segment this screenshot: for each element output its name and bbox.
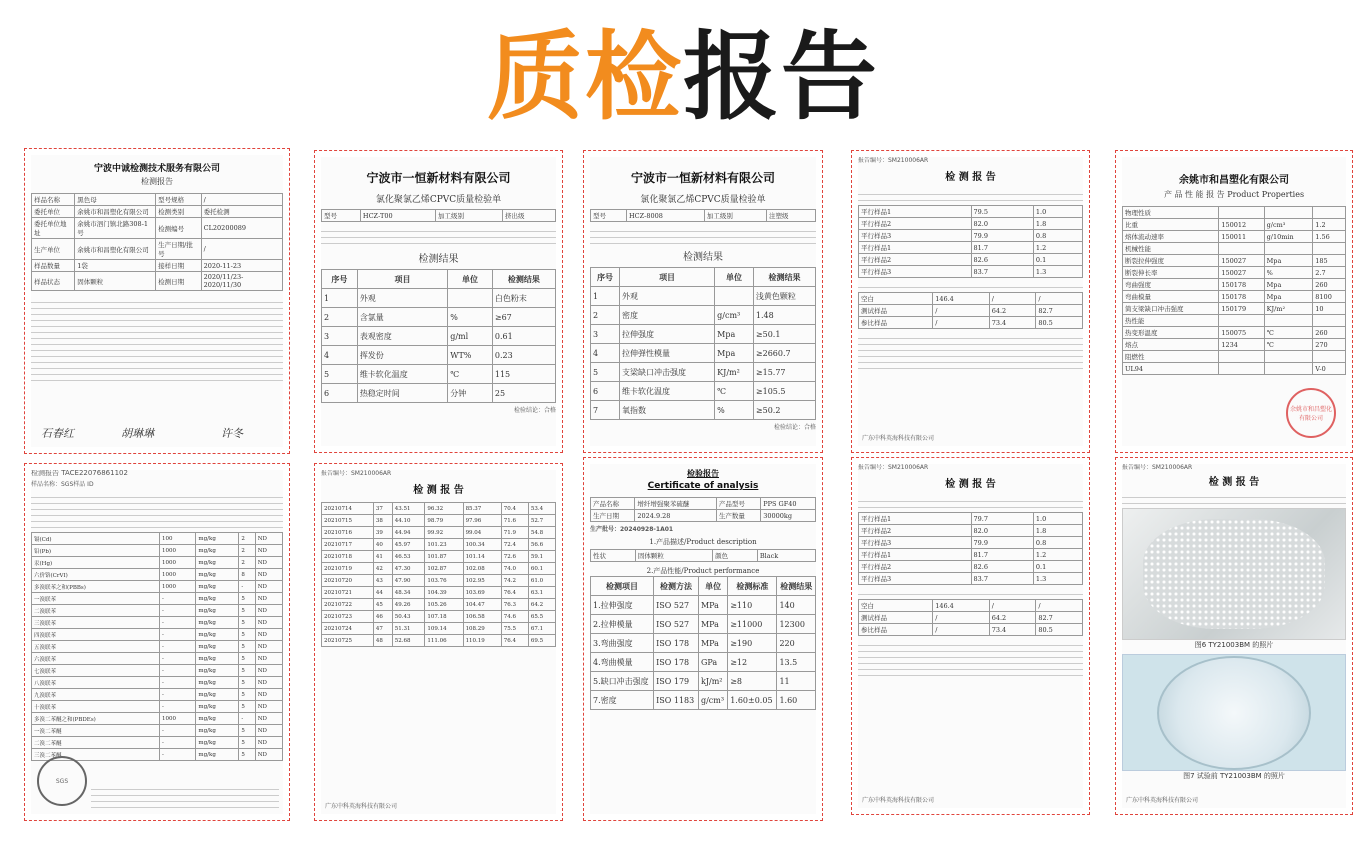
company-seal: 余姚市和昌塑化有限公司 <box>1286 388 1336 438</box>
table-row: 一溴二苯醚 - mg/kg 5 ND <box>32 725 283 737</box>
table-row: 1.拉伸强度 ISO 527 MPa ≥110 140 <box>591 596 816 615</box>
table-row: 九溴联苯 - mg/kg 5 ND <box>32 689 283 701</box>
signature-2: 胡琳琳 <box>121 427 154 440</box>
report-subtitle: 氯化聚氯乙烯CPVC质量检验单 <box>375 195 502 205</box>
description-table: 性状 固体颗粒 颜色 Black <box>590 549 816 562</box>
conclusion: 检验结论：合格 <box>513 407 556 414</box>
table-row: 八溴联苯 - mg/kg 5 ND <box>32 677 283 689</box>
table-row: 多溴联苯之和(PBBs) 1000 mg/kg - ND <box>32 581 283 593</box>
model-row: 型号 HCZ-T00 加工级别 挤出级 <box>321 209 556 222</box>
table-row: 样品数量 1袋 接样日期 2020-11-23 <box>32 260 283 272</box>
page-title <box>0 22 1366 132</box>
table-row: 测试样品 / 64.2 82.7 <box>859 305 1083 317</box>
table-row: 参比样品 / 73.4 80.5 <box>859 317 1083 329</box>
table-row: 断裂拉伸强度 150027 Mpa 185 <box>1123 255 1346 267</box>
data-table <box>321 502 556 647</box>
report-footer: 广东中科英海科技有限公司 <box>862 435 935 442</box>
report-title: 检 测 报 告 <box>1208 477 1260 488</box>
report-card-4[interactable] <box>851 150 1090 453</box>
report-card-7[interactable] <box>314 463 563 821</box>
table-row: 熔体流动速率 150011 g/10min 1.56 <box>1123 231 1346 243</box>
performance-table <box>590 576 816 710</box>
table-row: 4 挥发份 WT% 0.23 <box>322 346 556 365</box>
table-row: 平行样品2 82.6 0.1 <box>859 254 1083 266</box>
result-table-b <box>858 292 1083 329</box>
sample-name: 样品名称：SGS样品 ID <box>31 481 94 488</box>
table-row: 机械性能 <box>1123 243 1346 255</box>
table-row: 20210723 46 50.43 107.18 106.58 74.6 65.5 <box>322 611 556 623</box>
table-row: 弯曲强度 150178 Mpa 260 <box>1123 279 1346 291</box>
table-row: 阻燃性 <box>1123 351 1346 363</box>
section-performance: 2.产品性能/Product performance <box>646 567 760 575</box>
table-row: 镉(Cd) 100 mg/kg 2 ND <box>32 533 283 545</box>
report-title: 检 测 报 告 <box>945 479 996 490</box>
report-subtitle: 氯化聚氯乙烯CPVC质量检验单 <box>640 195 766 205</box>
result-table <box>321 269 556 403</box>
table-row: 20210714 37 43.51 96.32 85.37 70.4 53.4 <box>322 503 556 515</box>
report-number: 报告编号：SM210006AR <box>858 464 929 471</box>
table-row: 二溴二苯醚 - mg/kg 5 ND <box>32 737 283 749</box>
report-card-10[interactable] <box>1115 457 1353 815</box>
table-row: 测试样品 / 64.2 82.7 <box>859 612 1083 624</box>
dish-photo <box>1122 654 1346 771</box>
table-row: 三溴二苯醚 - mg/kg 5 ND <box>32 749 283 761</box>
table-row: 20210717 40 45.97 101.23 100.34 72.4 56.6 <box>322 539 556 551</box>
report-card-6[interactable] <box>24 463 290 821</box>
table-row: 平行样品2 82.6 0.1 <box>859 561 1083 573</box>
table-row: 20210716 39 44.94 99.92 99.04 71.9 54.8 <box>322 527 556 539</box>
table-row: 平行样品3 83.7 1.3 <box>859 266 1083 278</box>
report-footer: 广东中科英海科技有限公司 <box>1126 797 1199 804</box>
report-title: 产 品 性 能 报 告 Product Properties <box>1163 190 1305 199</box>
sgs-seal-icon: SGS <box>37 756 87 806</box>
result-table <box>590 267 816 420</box>
report-title: 检验报告 <box>687 469 719 478</box>
table-row: 比重 150012 g/cm³ 1.2 <box>1123 219 1346 231</box>
table-row: 20210724 47 51.31 109.14 108.29 75.5 67.1 <box>322 623 556 635</box>
report-title: 检 测 报 告 <box>945 172 996 183</box>
table-row: 20210721 44 48.34 104.39 103.69 76.4 63.1 <box>322 587 556 599</box>
sample-photo <box>1122 508 1346 640</box>
table-row: 铅(Pb) 1000 mg/kg 2 ND <box>32 545 283 557</box>
table-row: 4.弯曲模量 ISO 178 GPa ≥12 13.5 <box>591 653 816 672</box>
report-title: 检测报告 TACE22076861102 <box>31 470 128 477</box>
table-row: 样品状态 固体颗粒 检测日期 2020/11/23-2020/11/30 <box>32 272 283 291</box>
table-row: 热性能 <box>1123 315 1346 327</box>
company-name: 余姚市和昌塑化有限公司 <box>1179 175 1289 186</box>
result-table-b <box>858 599 1083 636</box>
table-row: 5 维卡软化温度 ℃ 115 <box>322 365 556 384</box>
title-quality: 质检 <box>487 21 683 133</box>
table-row: 四溴联苯 - mg/kg 5 ND <box>32 629 283 641</box>
table-row: 物理性质 <box>1123 207 1346 219</box>
report-card-2[interactable] <box>314 150 563 453</box>
report-info-table <box>31 193 283 291</box>
report-card-9[interactable] <box>851 457 1090 815</box>
table-row: 3.弯曲强度 ISO 178 MPa ≥190 220 <box>591 634 816 653</box>
table-row: 断裂伸长率 150027 % 2.7 <box>1123 267 1346 279</box>
table-row: 20210719 42 47.30 102.87 102.08 74.0 60.1 <box>322 563 556 575</box>
table-row: 平行样品3 79.9 0.8 <box>859 537 1083 549</box>
table-row: 3 表观密度 g/ml 0.61 <box>322 327 556 346</box>
report-title: 检测报告 <box>141 177 173 186</box>
section-description: 1.产品描述/Product description <box>649 538 757 546</box>
table-row: 5.缺口冲击强度 ISO 179 kJ/m² ≥8 11 <box>591 672 816 691</box>
table-row: 5 支梁缺口冲击强度 KJ/m² ≥15.77 <box>591 363 816 382</box>
table-row: 多溴二苯醚之和(PBDEs) 1000 mg/kg - ND <box>32 713 283 725</box>
signature-3: 许冬 <box>221 427 243 440</box>
table-row: 2 密度 g/cm³ 1.48 <box>591 306 816 325</box>
table-row: 参比样品 / 73.4 80.5 <box>859 624 1083 636</box>
report-title-en: Certificate of analysis <box>647 481 759 491</box>
photo-caption-1: 图6 TY21003BM 的照片 <box>1194 641 1274 649</box>
model-row: 型号 HCZ-8008 加工级别 注塑级 <box>590 209 816 222</box>
table-row: 空白 146.4 / / <box>859 293 1083 305</box>
rohs-table <box>31 532 283 761</box>
table-row: 二溴联苯 - mg/kg 5 ND <box>32 605 283 617</box>
table-row: 1 外观 浅黄色颗粒 <box>591 287 816 306</box>
report-title: 检 测 报 告 <box>413 485 464 496</box>
table-row: 三溴联苯 - mg/kg 5 ND <box>32 617 283 629</box>
table-row: 一溴联苯 - mg/kg 5 ND <box>32 593 283 605</box>
table-row: 平行样品1 79.5 1.0 <box>859 206 1083 218</box>
title-report: 报告 <box>683 21 879 133</box>
table-row: 20210722 45 49.26 105.26 104.47 76.3 64.2 <box>322 599 556 611</box>
product-info-table: 产品名称 增纤增强聚苯硫醚 产品型号 PPS GF40 生产日期 2024.9.28 生产数量 30000kg <box>590 497 816 522</box>
report-org: 宁波中诚检测技术服务有限公司 <box>93 164 220 174</box>
photo-caption-2: 图7 试验前 TY21003BM 的照片 <box>1183 772 1285 780</box>
table-row: UL94 V-0 <box>1123 363 1346 375</box>
table-row: 平行样品1 81.7 1.2 <box>859 549 1083 561</box>
table-row: 6 维卡软化温度 ℃ ≥105.5 <box>591 382 816 401</box>
table-row: 2 含氯量 % ≥67 <box>322 308 556 327</box>
table-row: 六价铬(CrVI) 1000 mg/kg 8 ND <box>32 569 283 581</box>
table-row: 20210720 43 47.90 103.76 102.95 74.2 61.0 <box>322 575 556 587</box>
table-row: 简支梁缺口冲击强度 150179 KJ/m² 10 <box>1123 303 1346 315</box>
conclusion: 检验结论：合格 <box>773 424 816 431</box>
table-row: 20210718 41 46.53 101.87 101.14 72.6 59.1 <box>322 551 556 563</box>
report-card-3[interactable] <box>583 150 823 453</box>
table-row: 20210725 48 52.68 111.06 110.19 76.4 69.5 <box>322 635 556 647</box>
table-row: 十溴联苯 - mg/kg 5 ND <box>32 701 283 713</box>
report-footer: 广东中科英海科技有限公司 <box>325 803 398 810</box>
report-footer: 广东中科英海科技有限公司 <box>862 797 935 804</box>
table-row: 2.拉伸模量 ISO 527 MPa ≥11000 12300 <box>591 615 816 634</box>
table-row: 热变形温度 150075 ℃ 260 <box>1123 327 1346 339</box>
table-row: 平行样品3 83.7 1.3 <box>859 573 1083 585</box>
table-row: 平行样品1 81.7 1.2 <box>859 242 1083 254</box>
table-row: 空白 146.4 / / <box>859 600 1083 612</box>
table-row: 1 外观 白色粉末 <box>322 289 556 308</box>
result-table-a <box>858 512 1083 585</box>
table-row: 平行样品2 82.0 1.8 <box>859 218 1083 230</box>
table-header: 序号 项目 单位 检测结果 <box>591 268 816 287</box>
batch-number: 生产批号：20240928-1A01 <box>590 526 674 533</box>
table-row: 3 拉伸强度 Mpa ≥50.1 <box>591 325 816 344</box>
report-number: 报告编号：SM210006AR <box>321 470 392 477</box>
table-row: 六溴联苯 - mg/kg 5 ND <box>32 653 283 665</box>
table-row: 平行样品1 79.7 1.0 <box>859 513 1083 525</box>
table-row: 20210715 38 44.10 98.79 97.96 71.6 52.7 <box>322 515 556 527</box>
table-row: 委托单位 余姚市和昌塑化有限公司 检测类别 委托检测 <box>32 206 283 218</box>
report-number: 报告编号：SM210006AR <box>1122 464 1193 471</box>
company-name: 宁波市一恒新材料有限公司 <box>366 171 511 185</box>
table-row: 七溴联苯 - mg/kg 5 ND <box>32 665 283 677</box>
table-row: 7.密度 ISO 1183 g/cm³ 1.60±0.05 1.60 <box>591 691 816 710</box>
table-row: 生产单位 余姚市和昌塑化有限公司 生产日期/批号 / <box>32 239 283 260</box>
table-row: 样品名称 黑色母 型号规格 / <box>32 194 283 206</box>
section-title: 检测结果 <box>418 254 459 265</box>
table-row: 平行样品2 82.0 1.8 <box>859 525 1083 537</box>
report-number: 报告编号：SM210006AR <box>858 157 929 164</box>
company-name: 宁波市一恒新材料有限公司 <box>630 171 775 185</box>
properties-table <box>1122 206 1346 375</box>
table-row: 五溴联苯 - mg/kg 5 ND <box>32 641 283 653</box>
report-card-1[interactable] <box>24 148 290 454</box>
table-row: 6 热稳定时间 分钟 25 <box>322 384 556 403</box>
table-header: 检测项目 检测方法 单位 检测标准 检测结果 <box>591 577 816 596</box>
table-row: 委托单位地址 余姚市泗门镇北路308-1号 检测编号 CL20200089 <box>32 218 283 239</box>
table-row: 弯曲模量 150178 Mpa 8100 <box>1123 291 1346 303</box>
table-header: 序号 项目 单位 检测结果 <box>322 270 556 289</box>
table-row: 平行样品3 79.9 0.8 <box>859 230 1083 242</box>
report-card-8[interactable] <box>583 457 823 821</box>
table-row: 4 拉伸弹性模量 Mpa ≥2660.7 <box>591 344 816 363</box>
section-title: 检测结果 <box>683 252 723 263</box>
result-table-a <box>858 205 1083 278</box>
signature-1: 石春红 <box>41 427 74 440</box>
report-text-block <box>31 297 283 381</box>
table-row: 7 氧指数 % ≥50.2 <box>591 401 816 420</box>
table-row: 汞(Hg) 1000 mg/kg 2 ND <box>32 557 283 569</box>
report-card-5[interactable] <box>1115 150 1353 453</box>
table-row: 熔点 1234 ℃ 270 <box>1123 339 1346 351</box>
